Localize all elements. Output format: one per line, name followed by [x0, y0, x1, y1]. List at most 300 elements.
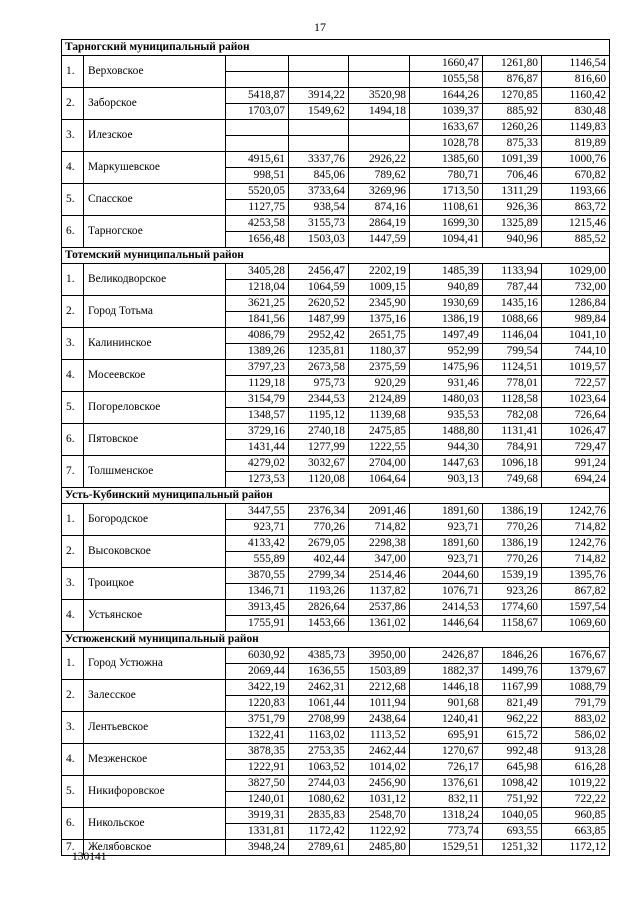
value-cell: 1127,75	[226, 200, 289, 216]
table-row	[62, 328, 610, 344]
value-cell: 784,91	[483, 440, 542, 456]
table-row	[62, 296, 610, 312]
value-cell: 722,57	[542, 376, 610, 392]
value-cell: 913,28	[542, 744, 610, 760]
table-row	[62, 568, 610, 584]
value-cell: 2651,75	[349, 328, 410, 344]
value-cell: 1000,76	[542, 152, 610, 168]
value-cell: 1129,18	[226, 376, 289, 392]
value-cell: 4915,61	[226, 152, 289, 168]
value-cell: 4133,42	[226, 536, 289, 552]
value-cell: 1487,99	[289, 312, 349, 328]
value-cell: 1235,81	[289, 344, 349, 360]
value-cell: 1386,19	[410, 312, 483, 328]
value-cell: 1193,26	[289, 584, 349, 600]
value-cell: 782,08	[483, 408, 542, 424]
value-cell: 1286,84	[542, 296, 610, 312]
value-cell: 1080,62	[289, 792, 349, 808]
value-cell: 1376,61	[410, 776, 483, 792]
settlement-name: Город Устюжна	[84, 648, 226, 680]
value-cell: 1713,50	[410, 184, 483, 200]
row-index: 5.	[62, 776, 84, 808]
value-cell: 2620,52	[289, 296, 349, 312]
table-row	[62, 56, 610, 72]
table-row	[62, 392, 610, 408]
value-cell: 2485,80	[349, 840, 410, 856]
value-cell: 3405,28	[226, 264, 289, 280]
value-cell: 1385,60	[410, 152, 483, 168]
value-cell: 2456,90	[349, 776, 410, 792]
value-cell: 1503,03	[289, 232, 349, 248]
value-cell: 2044,60	[410, 568, 483, 584]
row-index: 2.	[62, 680, 84, 712]
page-number: 17	[314, 20, 326, 34]
value-cell: 749,68	[483, 472, 542, 488]
value-cell	[226, 72, 289, 88]
row-index: 3.	[62, 120, 84, 152]
value-cell	[349, 136, 410, 152]
value-cell: 706,46	[483, 168, 542, 184]
district-header-row	[62, 488, 610, 504]
value-cell: 1163,02	[289, 728, 349, 744]
value-cell: 1158,67	[483, 616, 542, 632]
value-cell: 1841,56	[226, 312, 289, 328]
value-cell: 875,33	[483, 136, 542, 152]
value-cell: 4279,02	[226, 456, 289, 472]
value-cell: 1395,76	[542, 568, 610, 584]
value-cell: 923,26	[483, 584, 542, 600]
value-cell: 3422,19	[226, 680, 289, 696]
value-cell: 3729,16	[226, 424, 289, 440]
value-cell: 1023,64	[542, 392, 610, 408]
value-cell: 3919,31	[226, 808, 289, 824]
value-cell: 770,26	[483, 552, 542, 568]
value-cell: 1774,60	[483, 600, 542, 616]
value-cell: 1348,57	[226, 408, 289, 424]
value-cell: 1361,02	[349, 616, 410, 632]
value-cell: 2212,68	[349, 680, 410, 696]
value-cell: 4253,58	[226, 216, 289, 232]
value-cell: 789,62	[349, 168, 410, 184]
value-cell: 2475,85	[349, 424, 410, 440]
settlement-name: Залесское	[84, 680, 226, 712]
row-index: 6.	[62, 424, 84, 456]
value-cell: 1930,69	[410, 296, 483, 312]
district-name: Усть-Кубинский муниципальный район	[62, 488, 610, 504]
value-cell: 778,01	[483, 376, 542, 392]
value-cell: 1019,22	[542, 776, 610, 792]
settlement-name: Тарногское	[84, 216, 226, 248]
value-cell: 586,02	[542, 728, 610, 744]
value-cell: 663,85	[542, 824, 610, 840]
table-row	[62, 360, 610, 376]
value-cell: 732,00	[542, 280, 610, 296]
value-cell: 1375,16	[349, 312, 410, 328]
value-cell: 2864,19	[349, 216, 410, 232]
table-row	[62, 840, 610, 856]
value-cell: 1133,94	[483, 264, 542, 280]
table-row	[62, 120, 610, 136]
value-cell	[289, 136, 349, 152]
value-cell: 3913,45	[226, 600, 289, 616]
value-cell: 1029,00	[542, 264, 610, 280]
district-header-row	[62, 248, 610, 264]
table-row	[62, 152, 610, 168]
value-cell: 1028,78	[410, 136, 483, 152]
value-cell: 1096,18	[483, 456, 542, 472]
value-cell: 799,54	[483, 344, 542, 360]
value-cell: 1146,54	[542, 56, 610, 72]
value-cell: 1431,44	[226, 440, 289, 456]
value-cell: 1108,61	[410, 200, 483, 216]
value-cell: 726,17	[410, 760, 483, 776]
settlement-name: Погореловское	[84, 392, 226, 424]
row-index: 6.	[62, 216, 84, 248]
value-cell: 2952,42	[289, 328, 349, 344]
value-cell: 992,48	[483, 744, 542, 760]
value-cell: 2456,47	[289, 264, 349, 280]
value-cell: 3447,55	[226, 504, 289, 520]
value-cell: 1435,16	[483, 296, 542, 312]
value-cell: 1055,58	[410, 72, 483, 88]
value-cell: 940,89	[410, 280, 483, 296]
value-cell: 1088,66	[483, 312, 542, 328]
value-cell: 2753,35	[289, 744, 349, 760]
value-cell: 3621,25	[226, 296, 289, 312]
value-cell: 1180,37	[349, 344, 410, 360]
value-cell: 1040,05	[483, 808, 542, 824]
row-index: 1.	[62, 504, 84, 536]
value-cell: 1026,47	[542, 424, 610, 440]
row-index: 4.	[62, 600, 84, 632]
table-row	[62, 424, 610, 440]
value-cell: 2202,19	[349, 264, 410, 280]
row-index: 2.	[62, 88, 84, 120]
value-cell: 780,71	[410, 168, 483, 184]
value-cell: 1529,51	[410, 840, 483, 856]
value-cell: 1019,57	[542, 360, 610, 376]
settlement-name: Желябовское	[84, 840, 226, 856]
table-row	[62, 680, 610, 696]
value-cell: 3155,73	[289, 216, 349, 232]
value-cell: 1346,71	[226, 584, 289, 600]
value-cell: 2376,34	[289, 504, 349, 520]
value-cell: 714,82	[349, 520, 410, 536]
row-index: 2.	[62, 536, 84, 568]
value-cell	[226, 120, 289, 136]
value-cell: 923,71	[226, 520, 289, 536]
row-index: 1.	[62, 648, 84, 680]
value-cell: 1755,91	[226, 616, 289, 632]
value-cell: 998,51	[226, 168, 289, 184]
value-cell: 1128,58	[483, 392, 542, 408]
table-row	[62, 776, 610, 792]
value-cell: 1172,12	[542, 840, 610, 856]
value-cell	[349, 56, 410, 72]
value-cell: 863,72	[542, 200, 610, 216]
value-cell: 1195,12	[289, 408, 349, 424]
value-cell: 2069,44	[226, 664, 289, 680]
table-row	[62, 648, 610, 664]
value-cell: 1644,26	[410, 88, 483, 104]
value-cell: 1218,04	[226, 280, 289, 296]
value-cell: 2514,46	[349, 568, 410, 584]
value-cell: 1124,51	[483, 360, 542, 376]
value-cell: 2740,18	[289, 424, 349, 440]
row-index: 1.	[62, 56, 84, 88]
value-cell: 615,72	[483, 728, 542, 744]
value-cell: 2548,70	[349, 808, 410, 824]
settlement-name: Калининское	[84, 328, 226, 360]
value-cell: 3154,79	[226, 392, 289, 408]
district-name: Тотемский муниципальный район	[62, 248, 610, 264]
value-cell: 1172,42	[289, 824, 349, 840]
row-index: 2.	[62, 296, 84, 328]
row-index: 4.	[62, 744, 84, 776]
value-cell: 1137,82	[349, 584, 410, 600]
value-cell: 1322,41	[226, 728, 289, 744]
value-cell: 1494,18	[349, 104, 410, 120]
value-cell: 1146,04	[483, 328, 542, 344]
footer-code: 130141	[72, 851, 107, 863]
value-cell: 1379,67	[542, 664, 610, 680]
value-cell: 2091,46	[349, 504, 410, 520]
value-cell: 832,11	[410, 792, 483, 808]
row-index: 6.	[62, 808, 84, 840]
table-row	[62, 456, 610, 472]
value-cell: 1446,64	[410, 616, 483, 632]
row-index: 5.	[62, 184, 84, 216]
value-cell: 2345,90	[349, 296, 410, 312]
value-cell: 695,91	[410, 728, 483, 744]
value-cell: 944,30	[410, 440, 483, 456]
value-cell: 347,00	[349, 552, 410, 568]
settlement-name: Никольское	[84, 808, 226, 840]
value-cell: 770,26	[289, 520, 349, 536]
value-cell: 1222,91	[226, 760, 289, 776]
value-cell: 1076,71	[410, 584, 483, 600]
settlement-name: Великодворское	[84, 264, 226, 296]
value-cell: 555,89	[226, 552, 289, 568]
value-cell: 821,49	[483, 696, 542, 712]
value-cell: 791,79	[542, 696, 610, 712]
table-row	[62, 184, 610, 200]
value-cell: 1088,79	[542, 680, 610, 696]
value-cell: 729,47	[542, 440, 610, 456]
value-cell: 714,82	[542, 552, 610, 568]
settlement-name: Богородское	[84, 504, 226, 536]
value-cell: 1480,03	[410, 392, 483, 408]
value-cell: 935,53	[410, 408, 483, 424]
district-name: Устюженский муниципальный район	[62, 632, 610, 648]
settlement-name: Лентьевское	[84, 712, 226, 744]
value-cell: 1091,39	[483, 152, 542, 168]
value-cell: 883,02	[542, 712, 610, 728]
value-cell: 991,24	[542, 456, 610, 472]
table-row	[62, 504, 610, 520]
row-index: 3.	[62, 712, 84, 744]
value-cell: 3870,55	[226, 568, 289, 584]
value-cell: 1160,42	[542, 88, 610, 104]
value-cell: 1014,02	[349, 760, 410, 776]
value-cell: 2537,86	[349, 600, 410, 616]
value-cell: 744,10	[542, 344, 610, 360]
settlement-name: Заборское	[84, 88, 226, 120]
value-cell: 773,74	[410, 824, 483, 840]
value-cell: 1636,55	[289, 664, 349, 680]
table-row	[62, 744, 610, 760]
value-cell: 1447,59	[349, 232, 410, 248]
value-cell: 1549,62	[289, 104, 349, 120]
value-cell: 885,92	[483, 104, 542, 120]
value-cell	[226, 136, 289, 152]
value-cell: 1497,49	[410, 328, 483, 344]
value-cell: 1386,19	[483, 536, 542, 552]
value-cell: 816,60	[542, 72, 610, 88]
settlement-name: Спасское	[84, 184, 226, 216]
row-index: 7.	[62, 840, 84, 856]
value-cell: 2414,53	[410, 600, 483, 616]
value-cell: 874,16	[349, 200, 410, 216]
value-cell: 830,48	[542, 104, 610, 120]
value-cell: 1475,96	[410, 360, 483, 376]
value-cell: 693,55	[483, 824, 542, 840]
value-cell	[349, 72, 410, 88]
value-cell: 819,89	[542, 136, 610, 152]
value-cell: 3269,96	[349, 184, 410, 200]
value-cell: 1891,60	[410, 504, 483, 520]
value-cell: 1131,41	[483, 424, 542, 440]
row-index: 4.	[62, 152, 84, 184]
value-cell: 1331,81	[226, 824, 289, 840]
value-cell: 1240,01	[226, 792, 289, 808]
value-cell: 1270,85	[483, 88, 542, 104]
value-cell: 3950,00	[349, 648, 410, 664]
value-cell: 885,52	[542, 232, 610, 248]
value-cell: 1446,18	[410, 680, 483, 696]
value-cell: 1011,94	[349, 696, 410, 712]
settlement-name: Пятовское	[84, 424, 226, 456]
value-cell: 2344,53	[289, 392, 349, 408]
value-cell: 402,44	[289, 552, 349, 568]
value-cell: 845,06	[289, 168, 349, 184]
value-cell: 2679,05	[289, 536, 349, 552]
value-cell: 1882,37	[410, 664, 483, 680]
row-index: 5.	[62, 392, 84, 424]
value-cell: 1039,37	[410, 104, 483, 120]
value-cell	[289, 120, 349, 136]
value-cell: 2789,61	[289, 840, 349, 856]
value-cell: 1660,47	[410, 56, 483, 72]
value-cell: 2926,22	[349, 152, 410, 168]
value-cell: 952,99	[410, 344, 483, 360]
table-row	[62, 264, 610, 280]
district-name: Тарногский муниципальный район	[62, 40, 610, 56]
value-cell: 1499,76	[483, 664, 542, 680]
value-cell: 1311,29	[483, 184, 542, 200]
settlement-name: Высоковское	[84, 536, 226, 568]
settlement-name: Никифоровское	[84, 776, 226, 808]
value-cell: 1703,07	[226, 104, 289, 120]
value-cell: 1061,44	[289, 696, 349, 712]
value-cell: 1215,46	[542, 216, 610, 232]
value-cell: 931,46	[410, 376, 483, 392]
value-cell: 867,82	[542, 584, 610, 600]
value-cell: 1325,89	[483, 216, 542, 232]
table-row	[62, 216, 610, 232]
value-cell: 1009,15	[349, 280, 410, 296]
value-cell: 1120,08	[289, 472, 349, 488]
value-cell: 787,44	[483, 280, 542, 296]
value-cell: 1318,24	[410, 808, 483, 824]
settlement-name: Устьянское	[84, 600, 226, 632]
value-cell: 1222,55	[349, 440, 410, 456]
settlement-name: Троицкое	[84, 568, 226, 600]
value-cell: 645,98	[483, 760, 542, 776]
value-cell: 3520,98	[349, 88, 410, 104]
value-cell: 3914,22	[289, 88, 349, 104]
table-row	[62, 88, 610, 104]
row-index: 1.	[62, 264, 84, 296]
settlement-name: Мезженское	[84, 744, 226, 776]
value-cell: 926,36	[483, 200, 542, 216]
value-cell: 1098,42	[483, 776, 542, 792]
value-cell: 2799,34	[289, 568, 349, 584]
value-cell: 770,26	[483, 520, 542, 536]
row-index: 7.	[62, 456, 84, 488]
value-cell: 1139,68	[349, 408, 410, 424]
value-cell: 5520,05	[226, 184, 289, 200]
value-cell: 3733,64	[289, 184, 349, 200]
value-cell: 1633,67	[410, 120, 483, 136]
value-cell: 6030,92	[226, 648, 289, 664]
value-cell: 1539,19	[483, 568, 542, 584]
row-index: 3.	[62, 568, 84, 600]
tariff-table	[61, 39, 610, 856]
table-row	[62, 712, 610, 728]
value-cell: 1041,10	[542, 328, 610, 344]
table-row	[62, 536, 610, 552]
value-cell: 1220,83	[226, 696, 289, 712]
value-cell: 3337,76	[289, 152, 349, 168]
value-cell: 1064,59	[289, 280, 349, 296]
value-cell: 1242,76	[542, 504, 610, 520]
value-cell: 1149,83	[542, 120, 610, 136]
settlement-name: Город Тотьма	[84, 296, 226, 328]
value-cell: 1891,60	[410, 536, 483, 552]
value-cell: 938,54	[289, 200, 349, 216]
value-cell: 2462,44	[349, 744, 410, 760]
value-cell: 989,84	[542, 312, 610, 328]
value-cell: 2673,58	[289, 360, 349, 376]
value-cell: 1485,39	[410, 264, 483, 280]
value-cell	[289, 72, 349, 88]
row-index: 3.	[62, 328, 84, 360]
value-cell: 1069,60	[542, 616, 610, 632]
value-cell: 3948,24	[226, 840, 289, 856]
value-cell: 1447,63	[410, 456, 483, 472]
value-cell: 920,29	[349, 376, 410, 392]
value-cell: 1277,99	[289, 440, 349, 456]
value-cell: 2375,59	[349, 360, 410, 376]
value-cell: 2124,89	[349, 392, 410, 408]
value-cell: 4086,79	[226, 328, 289, 344]
value-cell: 975,73	[289, 376, 349, 392]
value-cell: 1193,66	[542, 184, 610, 200]
value-cell	[226, 56, 289, 72]
value-cell: 1656,48	[226, 232, 289, 248]
value-cell: 2704,00	[349, 456, 410, 472]
